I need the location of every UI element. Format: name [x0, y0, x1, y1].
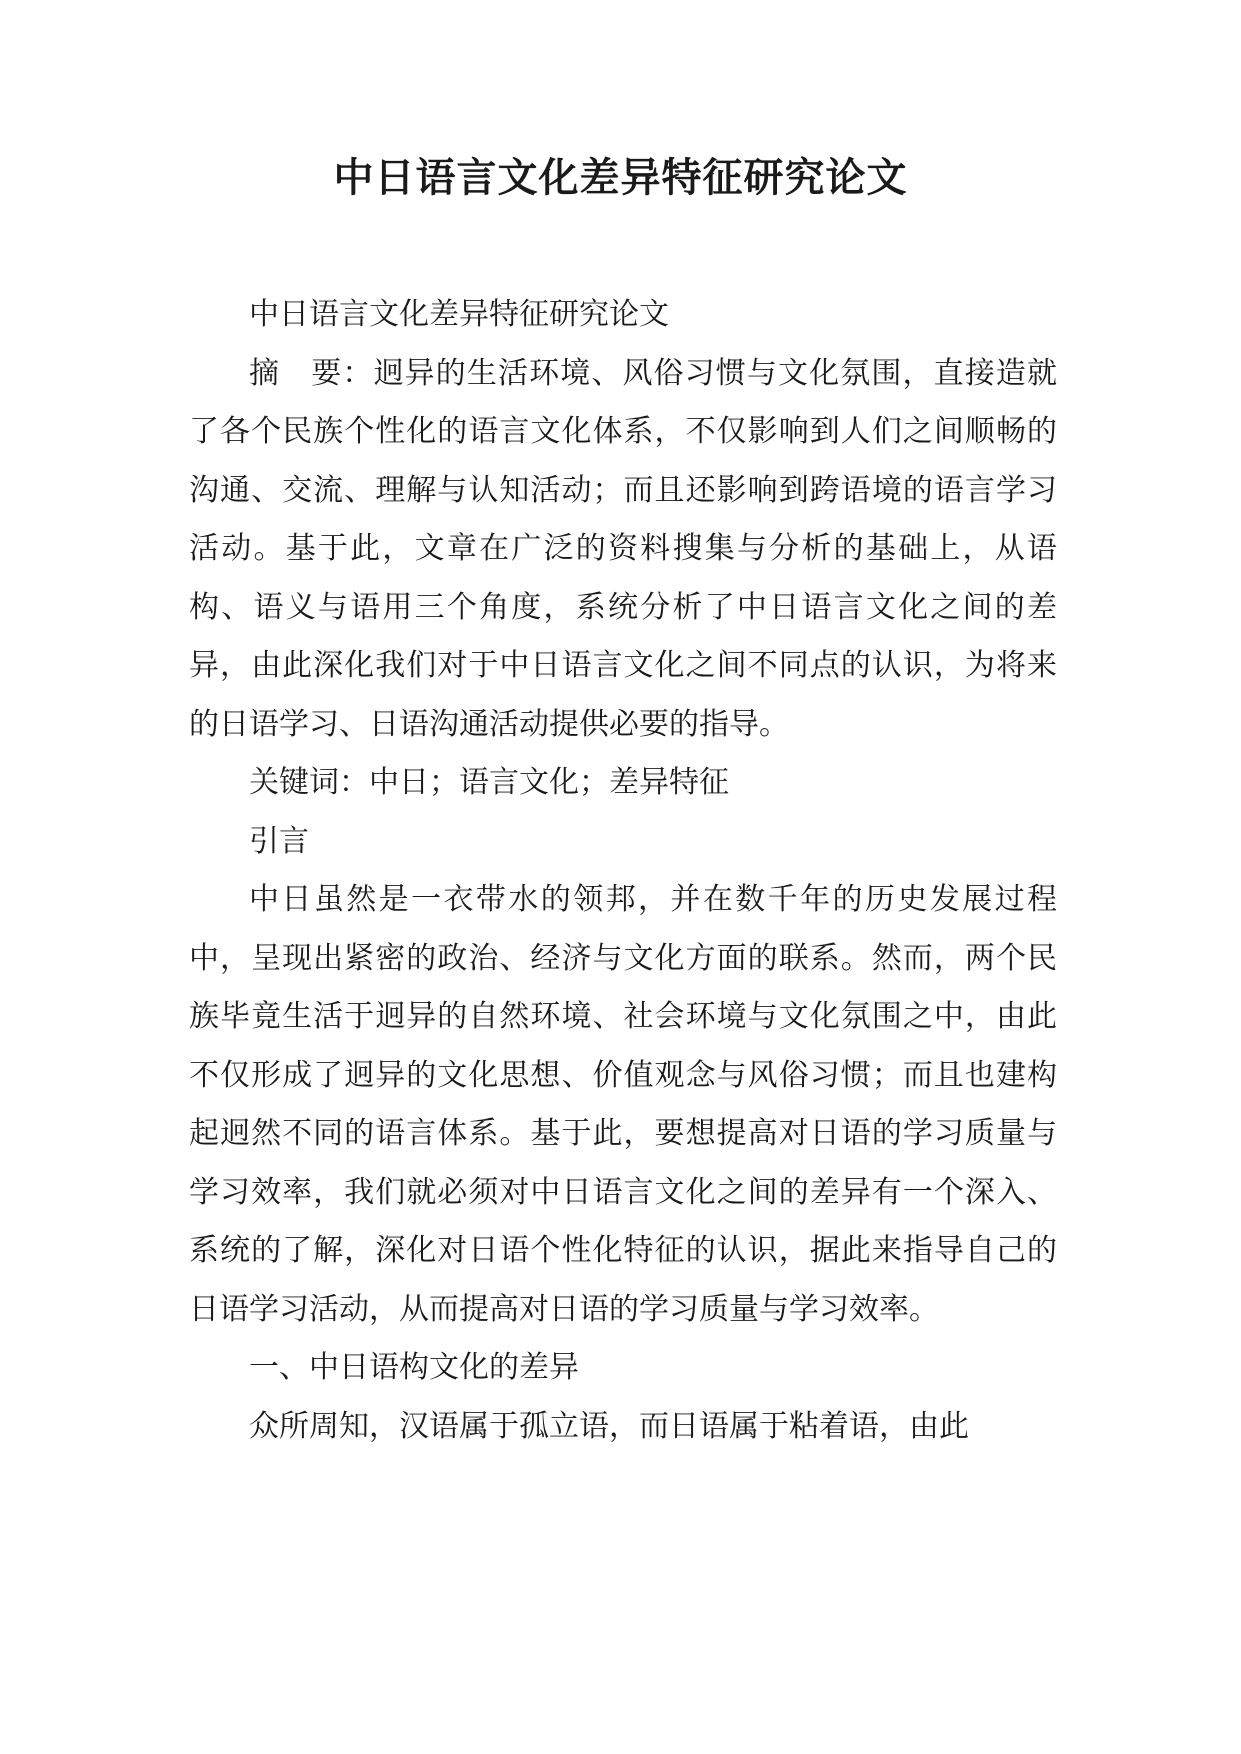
document-body [189, 286, 1057, 1456]
document-title: 中日语言文化差异特征研究论文 [333, 155, 908, 201]
paragraph-section-text: 众所周知，汉语属于孤立语，而日语属于粘着语，由此 [249, 1408, 969, 1444]
paragraph-intro-heading: 引言 [249, 823, 309, 859]
paragraph-section-heading: 一、中日语构文化的差异 [249, 1350, 579, 1385]
paragraph-subtitle: 中日语言文化差异特征研究论文 [249, 297, 669, 332]
paragraph-keywords: 关键词：中日；语言文化；差异特征 [249, 765, 729, 800]
paragraph-intro: 中日虽然是一衣带水的领邦，并在数千年的历史发展过程中，呈现出紧密的政治、经济与文化方面的联系。然而，两个民族毕竟生活于迥异的自然环境、社会环境与文化氛围之中，由此不仅形成了迥异的文化思想、价值观念与风俗习惯；而且也建构起迥然不同的语言体系。基于此，要想提高对日语的学习质量与学习效率，我们就必须对中日语言文化之间的差异有一个深入、系统的了解，深化对日语个性化特征的认识，据此来指导自己的日语学习活动，从而提高对日语的学习质量与学习效率。 [189, 882, 1057, 1327]
paragraph-abstract: 摘 要：迥异的生活环境、风俗习惯与文化氛围，直接造就了各个民族个性化的语言文化体系，不仅影响到人们之间顺畅的沟通、交流、理解与认知活动；而且还影响到跨语境的语言学习活动。基于此，文章在广泛的资料搜集与分析的基础上，从语构、语义与语用三个角度，系统分析了中日语言文化之间的差异，由此深化我们对于中日语言文化之间不同点的认识，为将来的日语学习、日语沟通活动提供必要的指导。 [189, 355, 1057, 742]
